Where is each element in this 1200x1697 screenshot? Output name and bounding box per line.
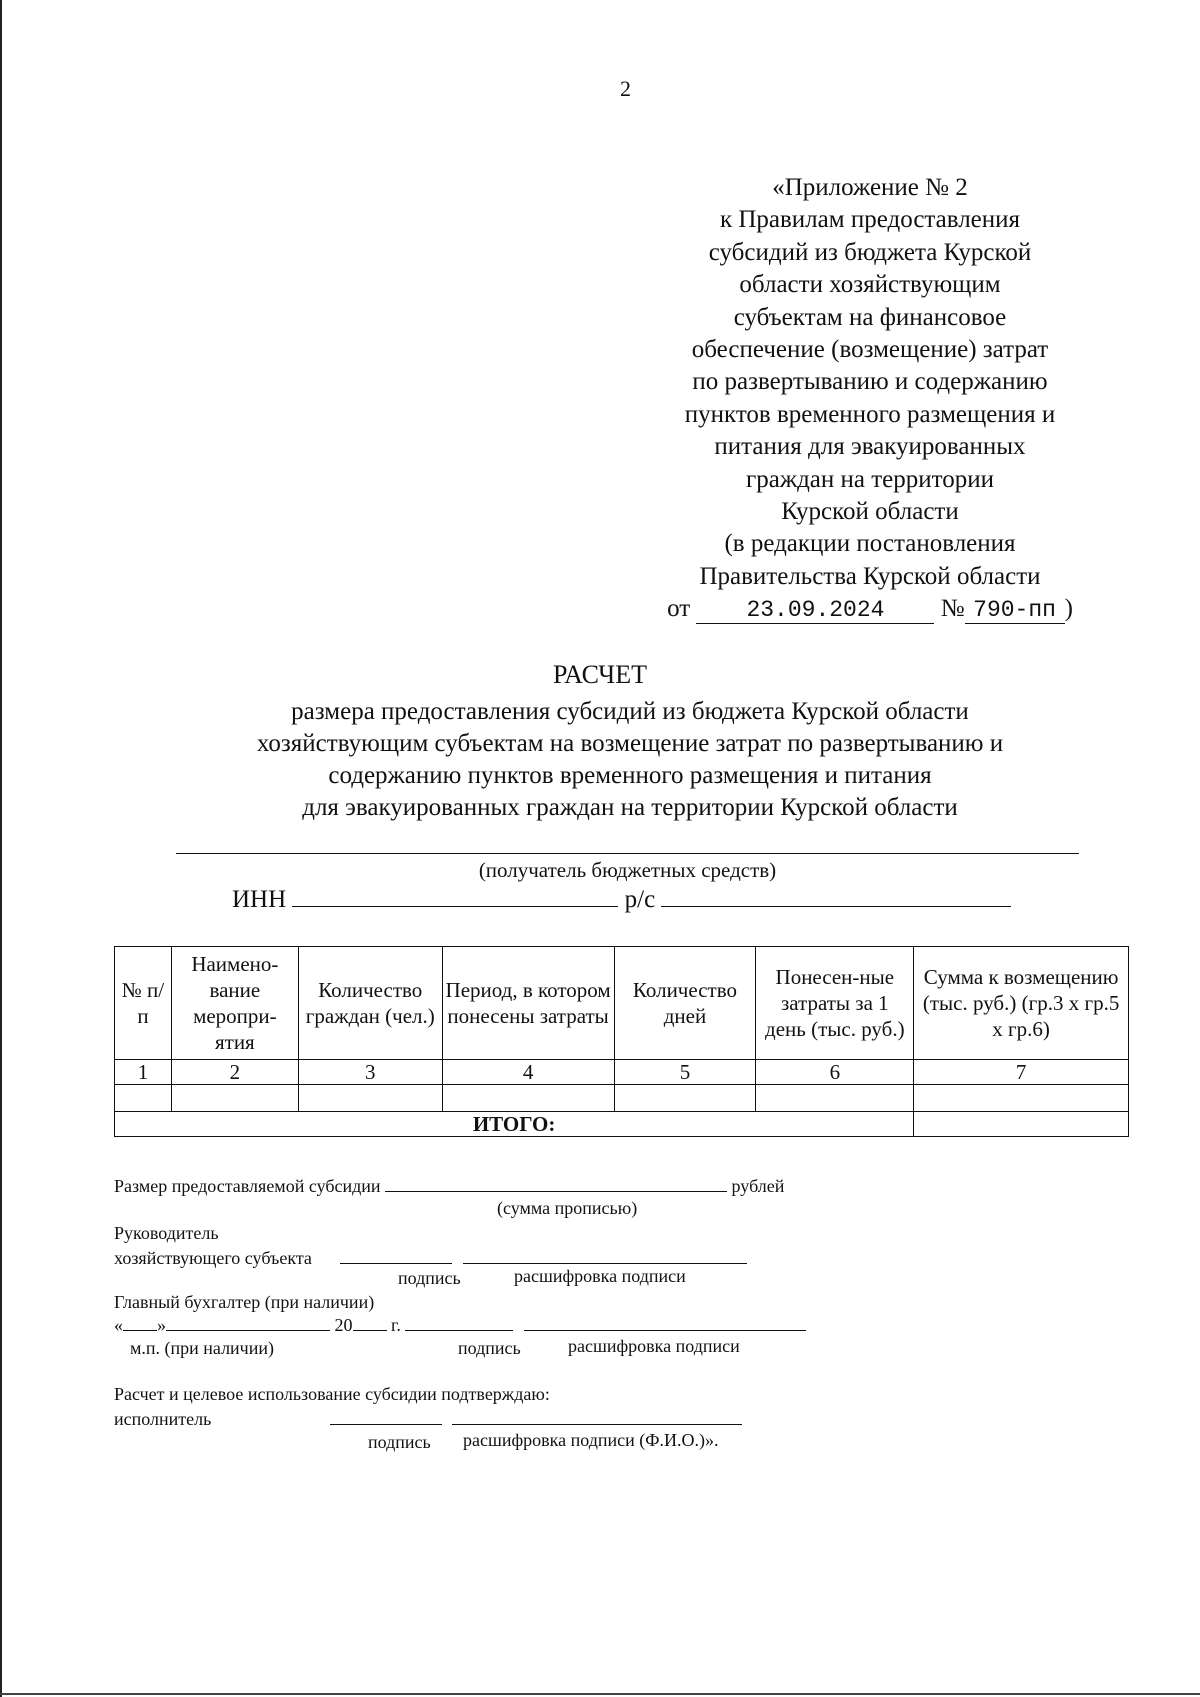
subsidy-amount-field[interactable] — [385, 1175, 727, 1192]
column-number: 4 — [442, 1060, 614, 1085]
appendix-line: Правительства Курской области — [699, 562, 1041, 590]
executor-label: исполнитель — [114, 1409, 212, 1429]
table-total-row — [115, 1112, 1129, 1137]
column-number: 1 — [115, 1060, 172, 1085]
accountant-decode-caption: расшифровка подписи — [568, 1336, 740, 1356]
quote-open: « — [114, 1315, 123, 1335]
quote-close: » — [157, 1315, 166, 1335]
head-title: Руководитель — [114, 1223, 219, 1243]
number-prefix: № — [940, 595, 965, 623]
inn-row — [232, 884, 1011, 914]
appendix-line: по развертыванию и содержанию — [692, 368, 1048, 396]
confirm-text: Расчет и целевое использование субсидии подтверждаю: — [114, 1384, 550, 1404]
table-header-cell: Понесен-ные затраты за 1 день (тыс. руб.) — [756, 947, 914, 1060]
decree-number: 790-пп — [965, 597, 1065, 624]
column-number: 2 — [171, 1060, 298, 1085]
subtitle-line: содержанию пунктов временного размещения и питания — [328, 762, 932, 789]
year-prefix: 20 — [334, 1315, 353, 1335]
accountant-sign-caption: подпись — [458, 1338, 521, 1358]
accountant-signature-field[interactable] — [405, 1314, 513, 1331]
appendix-line: субъектам на финансовое — [733, 303, 1007, 331]
table-row — [115, 1085, 1129, 1112]
table-header-cell: Период, в котором понесены затраты — [442, 947, 614, 1060]
month-field[interactable] — [166, 1314, 330, 1331]
appendix-line: (в редакции постановления — [724, 530, 1016, 558]
year-field[interactable] — [353, 1314, 387, 1331]
head-title-line2: хозяйствующего субъекта — [114, 1248, 312, 1268]
column-number: 7 — [914, 1060, 1129, 1085]
subtitle-line: хозяйствующим субъектам на возмещение затрат по развертыванию и — [256, 730, 1004, 757]
calculation-table — [114, 946, 1129, 1137]
appendix-header — [640, 172, 1100, 626]
appendix-line: «Приложение № 2 — [772, 174, 968, 201]
appendix-line: к Правилам предоставления — [719, 206, 1021, 234]
table-header-cell: Сумма к возмещению (тыс. руб.) (гр.3 х гр.5 х гр.6) — [914, 947, 1129, 1060]
appendix-line: обеспечение (возмещение) затрат — [691, 336, 1049, 364]
account-label: р/с — [624, 886, 656, 913]
appendix-date-line — [640, 593, 1100, 625]
subsidy-caption: (сумма прописью) — [497, 1198, 638, 1218]
table-header-cell: Количество дней — [614, 947, 756, 1060]
head-sign-caption: подпись — [398, 1268, 461, 1288]
table-cell[interactable] — [298, 1085, 442, 1112]
appendix-line: субсидий из бюджета Курской — [708, 238, 1032, 266]
closing-paren: ) — [1064, 595, 1073, 623]
column-number: 3 — [298, 1060, 442, 1085]
recipient-caption: (получатель бюджетных средств) — [478, 858, 777, 882]
inn-field[interactable] — [292, 884, 618, 907]
appendix-line: Курской области — [781, 498, 959, 526]
document-subtitle — [150, 696, 1110, 824]
head-decode-field[interactable] — [463, 1247, 747, 1264]
head-signature-field[interactable] — [340, 1247, 452, 1264]
total-label: ИТОГО: — [115, 1112, 914, 1137]
executor-row — [114, 1408, 742, 1429]
executor-signature-field[interactable] — [330, 1408, 442, 1425]
appendix-line: граждан на территории — [745, 465, 995, 493]
executor-decode-caption: расшифровка подписи (Ф.И.О.)». — [463, 1430, 719, 1450]
table-cell[interactable] — [914, 1085, 1129, 1112]
table-header-cell: Количество граждан (чел.) — [298, 947, 442, 1060]
head-decode-caption: расшифровка подписи — [514, 1266, 686, 1286]
table-header-row — [115, 947, 1129, 1060]
appendix-line: питания для эвакуированных — [714, 433, 1026, 461]
subtitle-line: для эвакуированных граждан на территории Курской области — [302, 794, 958, 821]
date-prefix: от — [667, 595, 691, 623]
accountant-decode-field[interactable] — [524, 1314, 806, 1331]
column-number: 5 — [614, 1060, 756, 1085]
table-cell[interactable] — [115, 1085, 172, 1112]
date-row — [114, 1314, 806, 1335]
year-suffix: г. — [391, 1315, 401, 1335]
subtitle-line: размера предоставления субсидий из бюджета Курской области — [291, 698, 969, 725]
appendix-line: пунктов временного размещения и — [684, 400, 1056, 428]
page-bottom-edge — [0, 1693, 1200, 1695]
table-cell[interactable] — [614, 1085, 756, 1112]
table-cell[interactable] — [442, 1085, 614, 1112]
page-left-edge — [0, 0, 2, 1697]
recipient-field[interactable] — [176, 853, 1079, 854]
total-value-cell[interactable] — [914, 1112, 1129, 1137]
stamp-caption: м.п. (при наличии) — [130, 1338, 274, 1358]
table-cell[interactable] — [756, 1085, 914, 1112]
decree-date: 23.09.2024 — [696, 597, 934, 624]
head-row — [114, 1247, 747, 1268]
account-field[interactable] — [661, 884, 1011, 907]
subsidy-row — [114, 1175, 784, 1196]
accountant-title: Главный бухгалтер (при наличии) — [114, 1292, 375, 1312]
column-number: 6 — [756, 1060, 914, 1085]
subsidy-label: Размер предоставляемой субсидии — [114, 1176, 381, 1196]
inn-label: ИНН — [232, 886, 287, 913]
document-title: РАСЧЕТ — [553, 660, 647, 689]
table-header-cell: № п/п — [115, 947, 172, 1060]
executor-sign-caption: подпись — [368, 1432, 431, 1452]
table-header-cell: Наимено-вание меропри-ятия — [171, 947, 298, 1060]
subsidy-unit: рублей — [731, 1176, 785, 1196]
executor-decode-field[interactable] — [452, 1408, 742, 1425]
page-number: 2 — [620, 76, 631, 101]
day-field[interactable] — [123, 1314, 157, 1331]
table-cell[interactable] — [171, 1085, 298, 1112]
table-column-number-row — [115, 1060, 1129, 1085]
appendix-line: области хозяйствующим — [739, 271, 1001, 299]
